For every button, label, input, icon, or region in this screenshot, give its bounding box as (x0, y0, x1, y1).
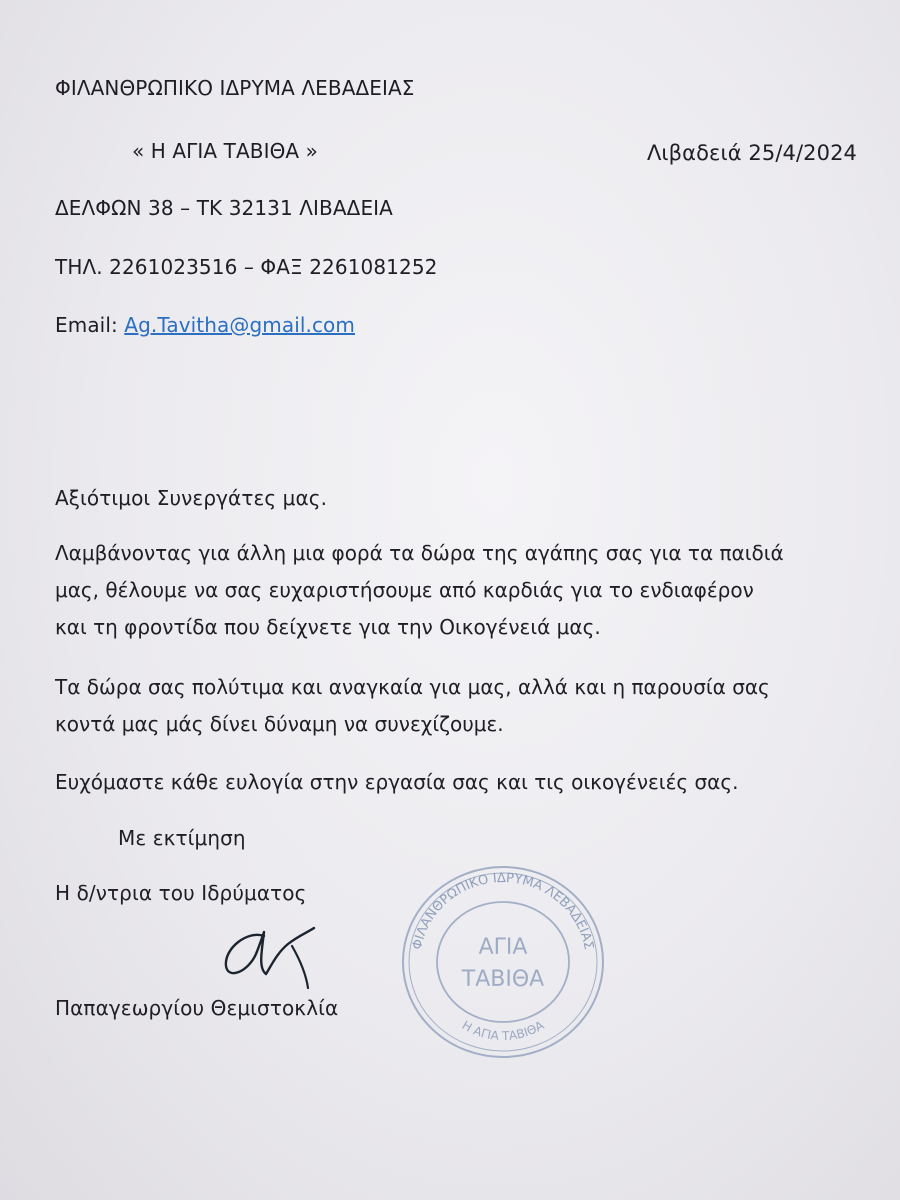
signatory-role: Η δ/ντρια του Ιδρύματος (55, 881, 307, 905)
signatory-name: Παπαγεωργίου Θεμιστοκλία (55, 996, 339, 1020)
closing-regards: Με εκτίμηση (118, 826, 246, 850)
org-phone-fax: ΤΗΛ. 2261023516 – ΦΑΞ 2261081252 (55, 255, 438, 279)
handwritten-signature (218, 920, 338, 990)
org-subtitle: « Η ΑΓΙΑ ΤΑΒΙΘΑ » (132, 139, 318, 163)
body-line: Ευχόμαστε κάθε ευλογία στην εργασία σας και τις οικογένειές σας. (55, 770, 739, 794)
body-paragraph-1 (55, 535, 784, 646)
email-link[interactable]: Ag.Tavitha@gmail.com (124, 313, 355, 337)
body-line: μας, θέλουμε να σας ευχαριστήσουμε από καρδιάς για το ενδιαφέρον (55, 578, 754, 602)
letter-date: Λιβαδειά 25/4/2024 (646, 141, 857, 165)
stamp-rings (403, 867, 603, 1057)
org-email-line (55, 312, 355, 338)
organization-stamp (398, 862, 608, 1062)
body-line: κοντά μας μάς δίνει δύναμη να συνεχίζουμε. (55, 712, 504, 736)
org-name: ΦΙΛΑΝΘΡΩΠΙΚΟ ΙΔΡΥΜΑ ΛΕΒΑΔΕΙΑΣ (55, 76, 415, 100)
stamp-outer-text: ΦΙΛΑΝΘΡΩΠΙΚΟ ΙΔΡΥΜΑ ΛΕΒΑΔΕΙΑΣ (409, 870, 596, 952)
body-paragraph-2 (55, 669, 770, 743)
stamp-center-line-1: ΑΓΙΑ (478, 935, 528, 960)
body-line: Τα δώρα σας πολύτιμα και αναγκαία για μας, αλλά και η παρουσία σας (55, 675, 770, 699)
org-address: ΔΕΛΦΩΝ 38 – ΤΚ 32131 ΛΙΒΑΔΕΙΑ (55, 196, 393, 220)
body-paragraph-3 (55, 764, 738, 801)
email-label: Email: (55, 313, 118, 337)
stamp-bottom-text: Η ΑΓΙΑ ΤΑΒΙΘΑ (459, 1018, 547, 1044)
stamp-center-line-2: ΤΑΒΙΘΑ (461, 967, 545, 992)
body-line: και τη φροντίδα που δείχνετε για την Οικογένειά μας. (55, 615, 601, 639)
body-line: Λαμβάνοντας για άλλη μια φορά τα δώρα της αγάπης σας για τα παιδιά (55, 541, 784, 565)
salutation: Αξιότιμοι Συνεργάτες μας. (55, 486, 328, 510)
